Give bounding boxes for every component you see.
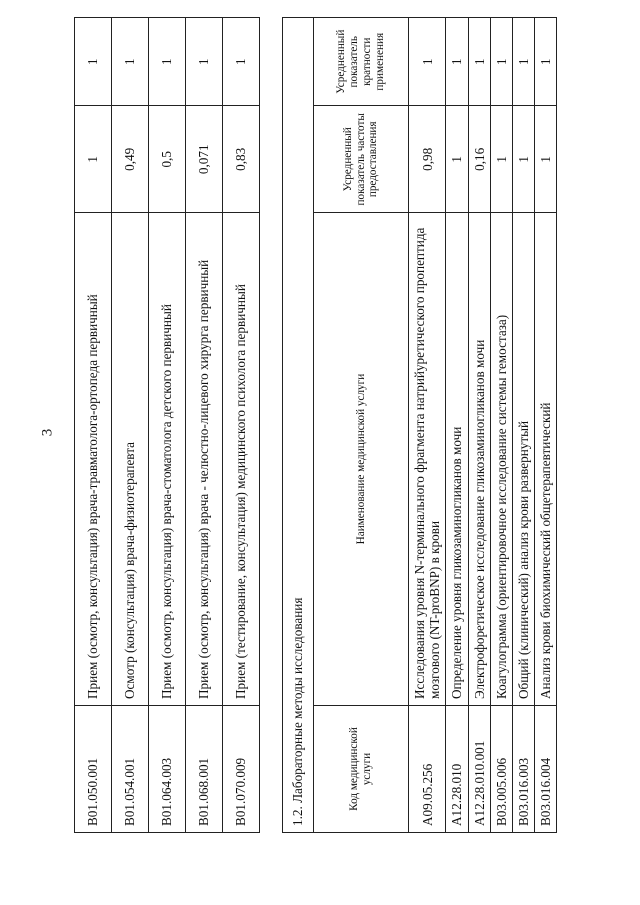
multiplicity-value: 1: [223, 18, 260, 106]
frequency-value: 1: [490, 106, 512, 213]
service-name: Анализ крови биохимический общетерапевтический: [535, 213, 557, 706]
frequency-value: 1: [512, 106, 534, 213]
service-name: Осмотр (консультация) врача-физиотерапевта: [112, 213, 149, 706]
frequency-value: 0,98: [409, 106, 446, 213]
section-title: 1.2. Лабораторные методы исследования: [283, 18, 314, 833]
service-code: B01.050.001: [75, 705, 112, 832]
multiplicity-value: 1: [446, 18, 468, 106]
service-name: Электрофоретическое исследование гликозаминогликанов мочи: [468, 213, 490, 706]
frequency-value: 0,83: [223, 106, 260, 213]
multiplicity-value: 1: [409, 18, 446, 106]
table-row: [112, 18, 149, 833]
header-name: Наименование медицинской услуги: [314, 213, 409, 706]
multiplicity-value: 1: [468, 18, 490, 106]
multiplicity-value: 1: [75, 18, 112, 106]
service-code: A12.28.010.001: [468, 705, 490, 832]
header-code: Код медицинской услуги: [314, 705, 409, 832]
table-row: [75, 18, 112, 833]
multiplicity-value: 1: [512, 18, 534, 106]
table-row: [490, 18, 512, 833]
multiplicity-value: 1: [149, 18, 186, 106]
multiplicity-value: 1: [186, 18, 223, 106]
service-name: Прием (тестирование, консультация) медицинского психолога первичный: [223, 213, 260, 706]
table-row: [512, 18, 534, 833]
service-name: Определение уровня гликозаминогликанов мочи: [446, 213, 468, 706]
service-code: A09.05.256: [409, 705, 446, 832]
service-code: B01.054.001: [112, 705, 149, 832]
service-name: Прием (осмотр, консультация) врача - челюстно-лицевого хирурга первичный: [186, 213, 223, 706]
service-code: B01.070.009: [223, 705, 260, 832]
service-code: B01.068.001: [186, 705, 223, 832]
multiplicity-value: 1: [490, 18, 512, 106]
service-code: B01.064.003: [149, 705, 186, 832]
frequency-value: 1: [446, 106, 468, 213]
frequency-value: 1: [75, 106, 112, 213]
service-name: Прием (осмотр, консультация) врача-травматолога-ортопеда первичный: [75, 213, 112, 706]
frequency-value: 0,16: [468, 106, 490, 213]
frequency-value: 0,071: [186, 106, 223, 213]
multiplicity-value: 1: [112, 18, 149, 106]
header-multiplicity: Усредненный показатель кратности применения: [314, 18, 409, 106]
table-row: [186, 18, 223, 833]
service-code: B03.016.003: [512, 705, 534, 832]
multiplicity-value: 1: [535, 18, 557, 106]
table-row: [446, 18, 468, 833]
frequency-value: 1: [535, 106, 557, 213]
header-frequency: Усредненный показатель частоты предоставления: [314, 106, 409, 213]
table-row: [223, 18, 260, 833]
table-row: [149, 18, 186, 833]
table-row: [468, 18, 490, 833]
service-code: A12.28.010: [446, 705, 468, 832]
rotated-document: [74, 17, 584, 833]
page-number: 3: [39, 428, 56, 437]
table-row: [409, 18, 446, 833]
frequency-value: 0,5: [149, 106, 186, 213]
service-code: B03.016.004: [535, 705, 557, 832]
service-name: Общий (клинический) анализ крови развернутый: [512, 213, 534, 706]
service-name: Коагулограмма (ориентировочное исследование системы гемостаза): [490, 213, 512, 706]
service-name: Исследования уровня N-терминального фрагмента натрийуретического пропептида мозгового (NT-proBNP) в крови: [409, 213, 446, 706]
table-row: [535, 18, 557, 833]
service-name: Прием (осмотр, консультация) врача-стоматолога детского первичный: [149, 213, 186, 706]
consultations-table: [74, 17, 260, 833]
service-code: B03.005.006: [490, 705, 512, 832]
lab-methods-table: [282, 17, 557, 833]
frequency-value: 0,49: [112, 106, 149, 213]
